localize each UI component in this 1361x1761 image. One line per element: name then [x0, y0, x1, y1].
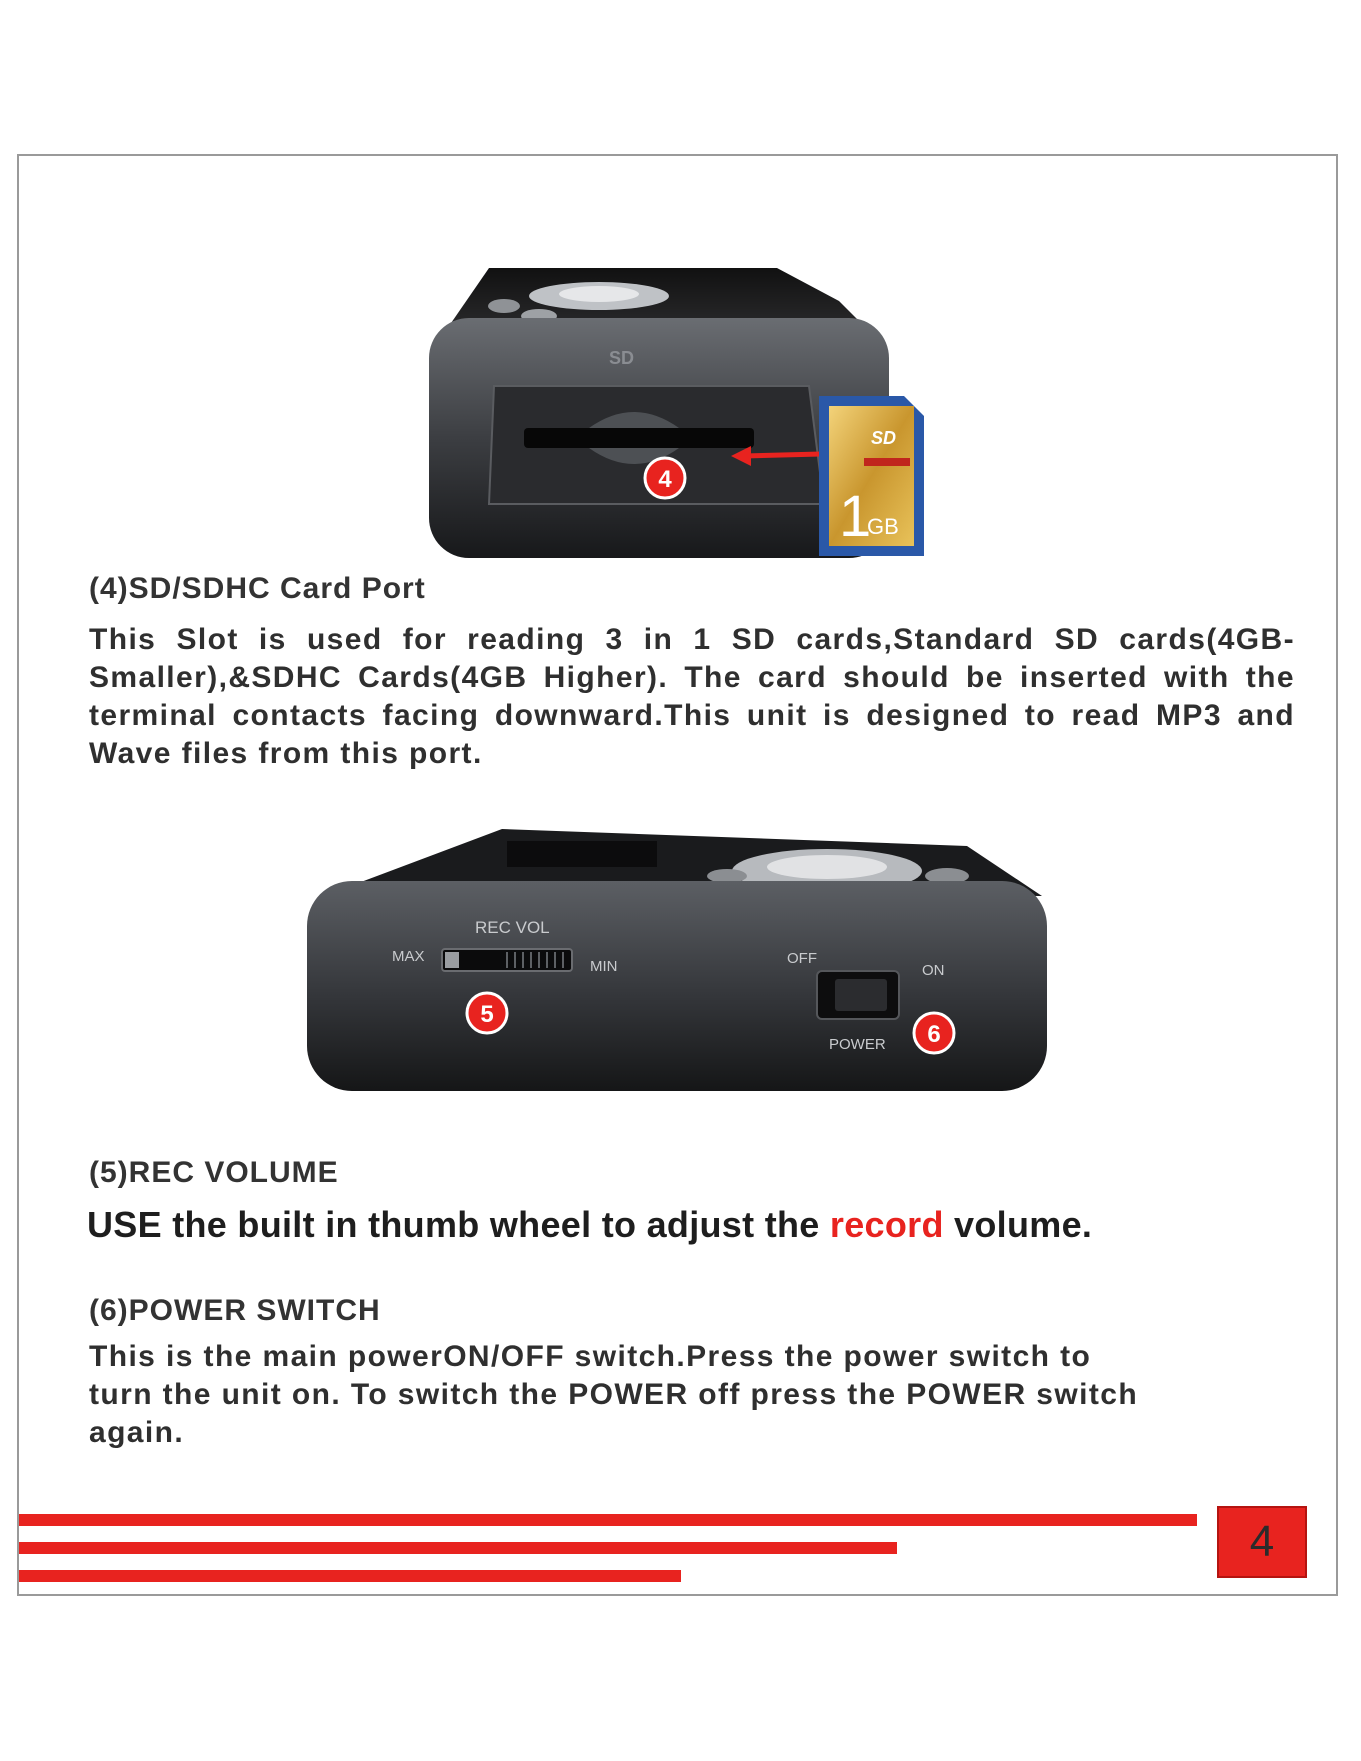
footer-stripe-medium: [19, 1542, 897, 1554]
rec-volume-text-after: volume.: [943, 1204, 1093, 1245]
rec-volume-text-before: USE the built in thumb wheel to adjust the: [87, 1204, 830, 1245]
power-switch-heading: (6)POWER SWITCH: [89, 1294, 381, 1327]
sd-device-label: SD: [609, 348, 635, 368]
side-controls-illustration: [307, 821, 1067, 1121]
page-number: 4: [1217, 1506, 1307, 1578]
power-switch-description: This is the main powerON/OFF switch.Press the power switch to turn the unit on. To switch the POWER off press the POWER switch again.: [89, 1340, 1139, 1449]
footer-stripe-long: [19, 1514, 1197, 1526]
rec-volume-heading: (5)REC VOLUME: [89, 1156, 339, 1189]
sd-port-description: This Slot is used for reading 3 in 1 SD cards,Standard SD cards(4GB-Smaller),&SDHC Cards(4GB Higher). The card should be inserted with the terminal contacts facing downward.This unit is designed to read MP3 and Wave files from this port.: [89, 623, 1295, 770]
sd-port-heading: (4)SD/SDHC Card Port: [89, 572, 426, 605]
sd-card-logo: SD: [871, 428, 897, 448]
rec-volume-accent-word: record: [829, 1204, 944, 1245]
off-label: OFF: [787, 950, 817, 967]
sd-card-graphic: [819, 396, 924, 556]
page-frame: [17, 154, 1338, 1596]
sd-card-capacity-unit: GB: [867, 514, 899, 539]
on-label: ON: [922, 962, 945, 979]
callout-4-number: 4: [658, 466, 672, 493]
footer-stripe-short: [19, 1570, 681, 1582]
sd-port-illustration: [409, 256, 1029, 566]
rec-volume-sentence: [87, 1204, 1092, 1246]
callout-6-number: 6: [927, 1021, 941, 1048]
callout-5-number: 5: [480, 1001, 494, 1028]
max-label: MAX: [392, 948, 425, 965]
power-label: POWER: [829, 1036, 886, 1053]
rec-vol-label: REC VOL: [475, 918, 550, 937]
sd-card-capacity-number: 1: [839, 484, 872, 549]
min-label: MIN: [590, 958, 618, 975]
